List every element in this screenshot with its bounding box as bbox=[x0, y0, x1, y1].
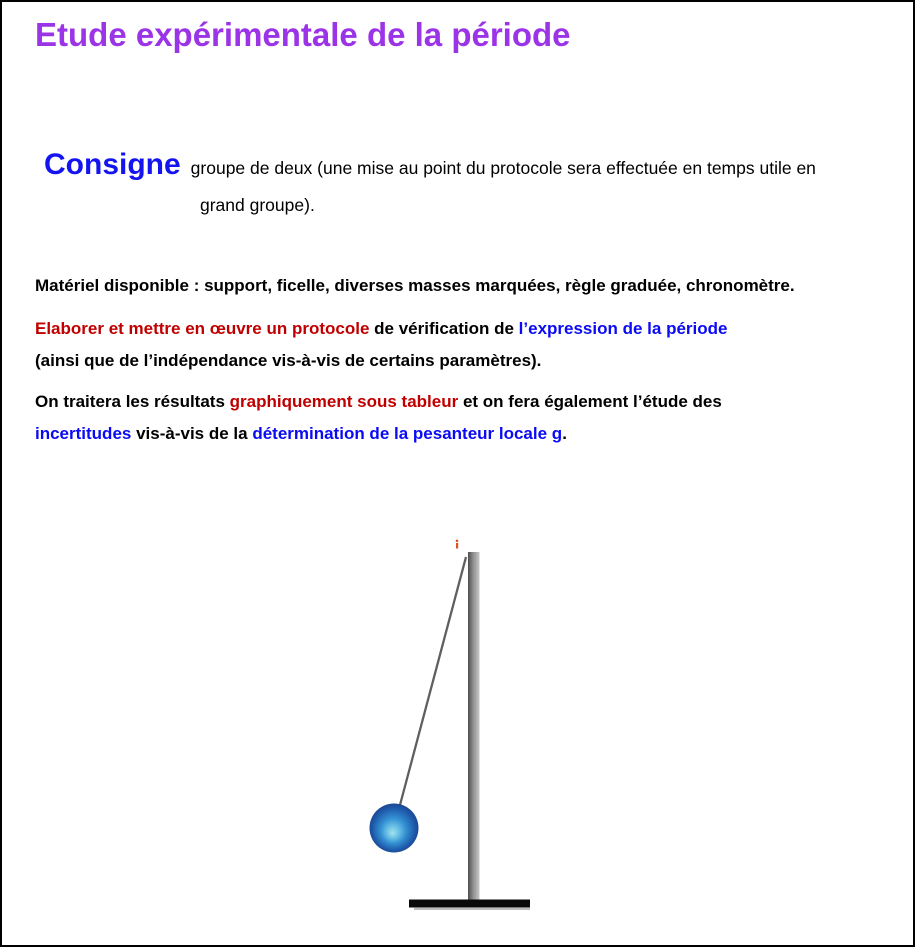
materiel-text: Matériel disponible : support, ficelle, diverses masses marquées, règle graduée, chronomètre. bbox=[35, 276, 795, 295]
materiel-paragraph bbox=[35, 270, 883, 302]
resultats-segment-3: et on fera également l’étude des bbox=[458, 392, 722, 411]
pendulum-figure bbox=[332, 530, 572, 915]
pendulum-stand-base bbox=[409, 900, 530, 908]
resultats-segment-6-blue: détermination de la pesanteur locale g bbox=[252, 424, 563, 443]
consigne-block bbox=[44, 146, 879, 224]
resultats-segment-5: vis-à-vis de la bbox=[131, 424, 253, 443]
resultats-segment-4-blue: incertitudes bbox=[35, 424, 132, 443]
consigne-heading: Consigne bbox=[44, 148, 181, 181]
base-shadow bbox=[414, 908, 530, 910]
consigne-text-line2: grand groupe). bbox=[200, 195, 315, 215]
red-mark-icon bbox=[456, 540, 459, 549]
consigne-text-line1: groupe de deux (une mise au point du protocole sera effectuée en temps utile en bbox=[190, 158, 816, 178]
resultats-segment-7: . bbox=[562, 424, 567, 443]
pendulum-string bbox=[400, 557, 466, 805]
protocole-segment-red: Elaborer et mettre en œuvre un protocole bbox=[35, 319, 370, 338]
page-title: Etude expérimentale de la période bbox=[35, 16, 571, 53]
protocole-paragraph bbox=[35, 313, 883, 377]
pendulum-stand-pole bbox=[468, 552, 480, 902]
protocole-segment-black: de vérification de bbox=[369, 319, 519, 338]
protocole-segment-blue: l’expression de la période bbox=[518, 319, 728, 338]
resultats-segment-1: On traitera les résultats bbox=[35, 392, 230, 411]
pendulum-ball bbox=[370, 804, 419, 853]
resultats-paragraph bbox=[35, 386, 883, 450]
resultats-segment-2-red: graphiquement sous tableur bbox=[229, 392, 459, 411]
protocole-line2: (ainsi que de l’indépendance vis-à-vis de certains paramètres). bbox=[35, 351, 542, 370]
